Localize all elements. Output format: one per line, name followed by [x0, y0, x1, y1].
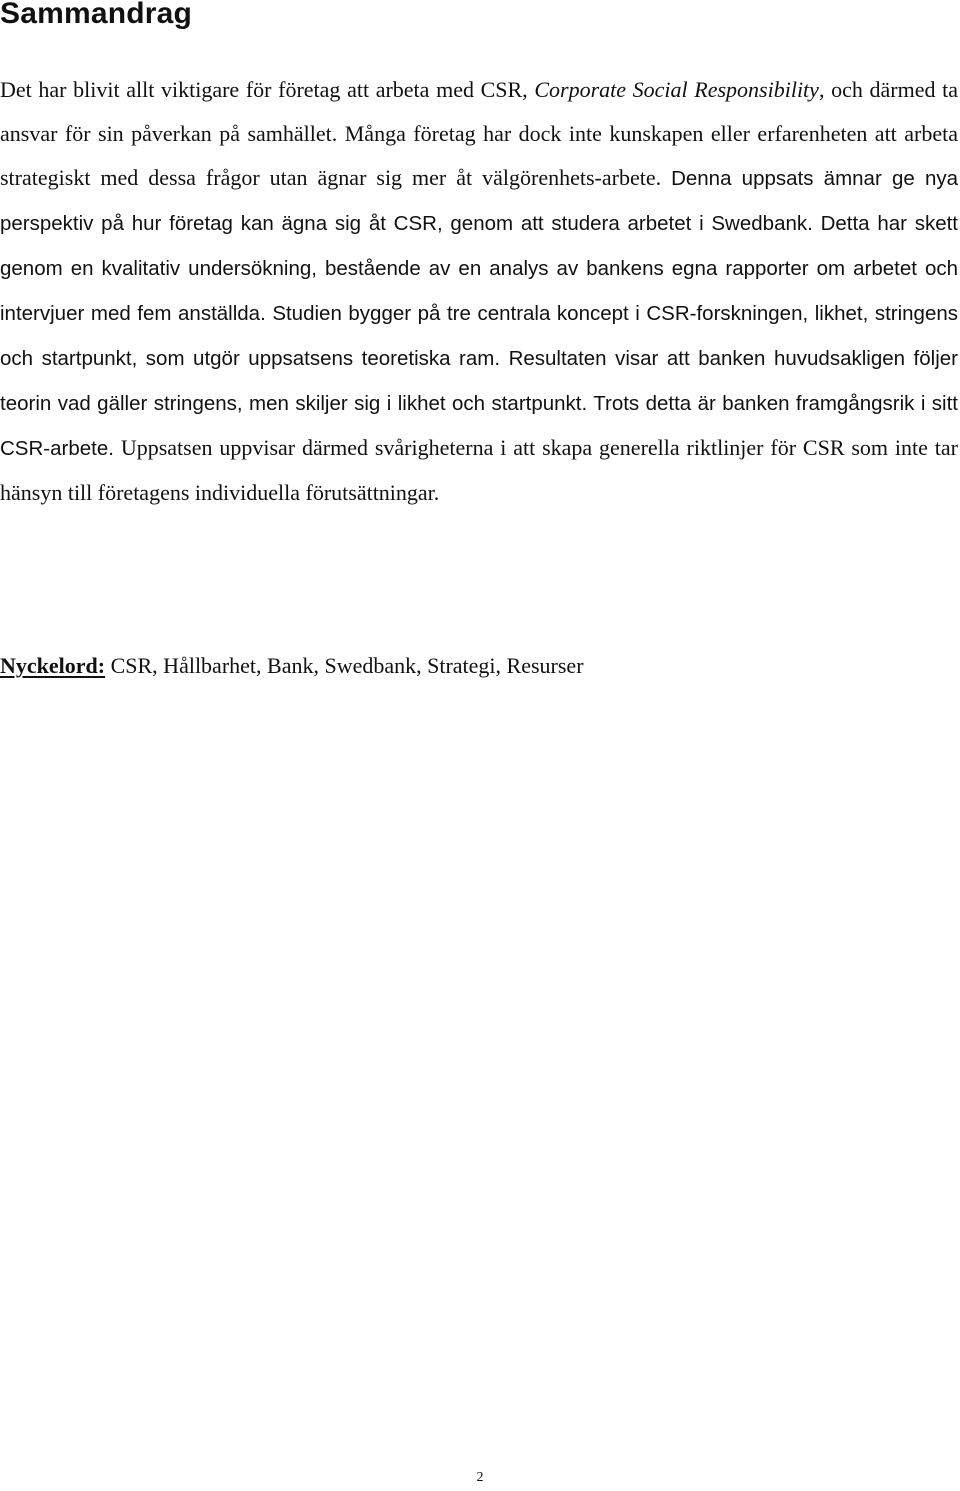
abstract-sentence-1-post: , och därmed ta ansvar för sin påverkan på samhället. Många företag har dock inte kunskapen eller erfarenheten att arbeta strategiskt med dessa frågor utan ägnar sig mer åt välgörenhets-arbete. — [0, 77, 958, 190]
abstract-paragraph — [0, 68, 958, 515]
keywords-line — [0, 646, 584, 686]
abstract-italic-term: Corporate Social Responsibility — [534, 77, 819, 102]
keywords-values: CSR, Hållbarhet, Bank, Swedbank, Strategi, Resurser — [105, 653, 584, 678]
abstract-sans-passage: Denna uppsats ämnar ge nya perspektiv på hur företag kan ägna sig åt CSR, genom att studera arbetet i Swedbank. Detta har skett genom en kvalitativ undersökning, bestående av en analys av bankens egna rapporter om arbetet och intervjuer med fem anställda. Studien bygger på tre centrala koncept i CSR-forskningen, likhet, stringens och startpunkt, som utgör uppsatsens teoretiska ram. Resultaten visar att banken huvudsakligen följer teorin vad gäller stringens, men skiljer sig i likhet och startpunkt. Trots detta är banken framgångsrik i sitt CSR-arbete. — [0, 167, 958, 460]
keywords-label: Nyckelord: — [0, 653, 106, 678]
abstract-sentence-1-pre: Det har blivit allt viktigare för företag att arbeta med CSR, — [0, 77, 535, 102]
page-number: 2 — [476, 1470, 484, 1485]
page-title: Sammandrag — [0, 0, 193, 30]
abstract-conclusion: Uppsatsen uppvisar därmed svårigheterna i att skapa generella riktlinjer för CSR som inte tar hänsyn till företagens individuella förutsättningar. — [0, 435, 958, 505]
